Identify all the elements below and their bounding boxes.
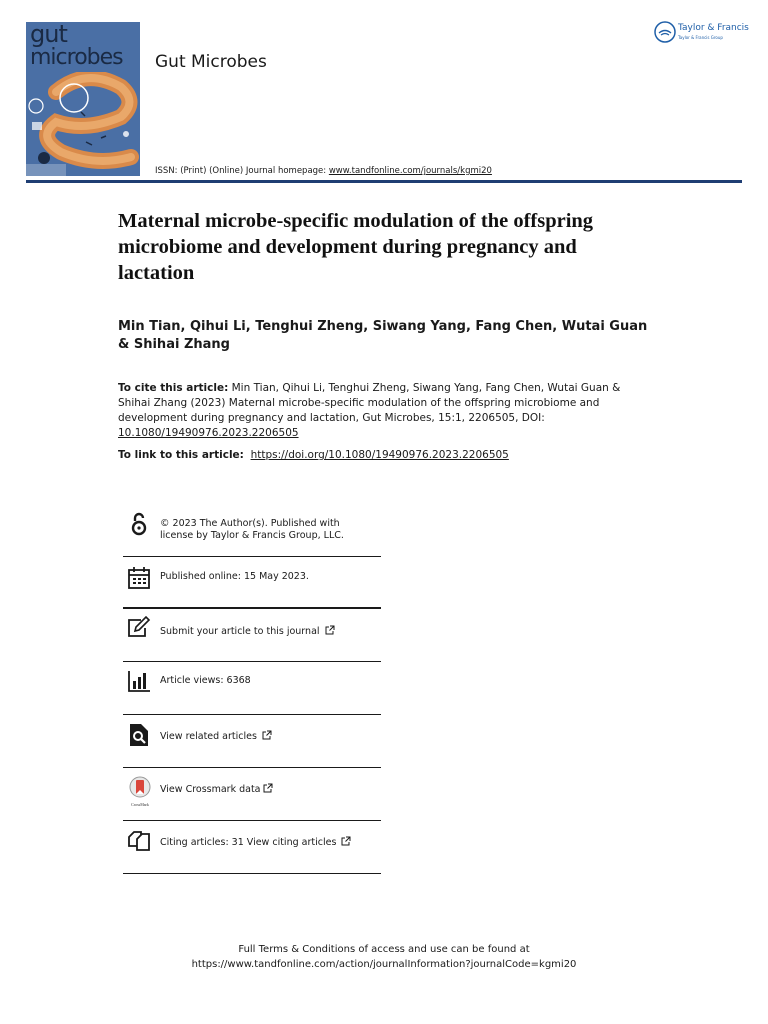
cite-text: Min Tian, Qihui Li, Tenghui Zheng, Siwang Yang, Fang Chen, Wutai Guan & Shihai Zhang (2023) Maternal microbe-specific modulation of the offspring microbiome and development during pregnancy and lactation, Gut Microbes, 15:1, 2206505, DOI:	[118, 382, 621, 424]
cover-title-gut: gut	[30, 22, 67, 48]
link-label: To link to this article:	[118, 449, 244, 461]
related-label: View related articles	[160, 731, 257, 742]
citing-label: Citing articles: 31 View citing articles	[160, 837, 337, 848]
citing-row[interactable]	[123, 826, 381, 870]
article-authors: Min Tian, Qihui Li, Tenghui Zheng, Siwang Yang, Fang Chen, Wutai Guan & Shihai Zhang	[118, 319, 648, 352]
issn-text: ISSN: (Print) (Online) Journal homepage:	[155, 166, 329, 176]
divider	[123, 714, 381, 715]
crossmark-label: View Crossmark data	[160, 784, 261, 795]
terms-link[interactable]: https://www.tandfonline.com/action/journalInformation?journalCode=kgmi20	[191, 959, 577, 970]
submit-row[interactable]	[123, 614, 381, 658]
doi-link[interactable]: https://doi.org/10.1080/19490976.2023.2206505	[250, 449, 509, 461]
citing-articles-link[interactable]	[160, 836, 351, 849]
terms-line-1: Full Terms & Conditions of access and use can be found at	[238, 944, 530, 955]
publisher-name: Taylor & Francis	[678, 23, 749, 33]
publisher-subtitle: Taylor & Francis Group	[678, 35, 723, 40]
divider	[123, 661, 381, 662]
terms-footer	[0, 942, 768, 972]
external-link-icon	[341, 836, 351, 846]
edit-icon	[127, 616, 151, 640]
calendar-icon	[127, 566, 151, 590]
license-line-1: © 2023 The Author(s). Published with	[160, 518, 340, 529]
cover-title-microbes: microbes	[30, 45, 123, 70]
submit-article-link[interactable]	[160, 625, 335, 638]
license-text	[160, 518, 344, 542]
publisher-logo[interactable]	[654, 21, 749, 47]
citing-documents-icon	[127, 829, 151, 853]
bar-chart-icon	[127, 669, 151, 693]
submit-label: Submit your article to this journal	[160, 626, 320, 637]
journal-title: Gut Microbes	[155, 52, 267, 72]
divider	[123, 607, 381, 609]
search-document-icon	[127, 723, 151, 747]
views-row	[123, 666, 381, 710]
related-articles-link[interactable]	[160, 730, 272, 743]
divider	[123, 767, 381, 768]
cite-label: To cite this article:	[118, 382, 229, 394]
related-row[interactable]	[123, 720, 381, 764]
article-title: Maternal microbe-specific modulation of the offspring microbiome and development during pregnancy and lactation	[118, 210, 594, 284]
taylor-francis-icon	[654, 21, 676, 43]
crossmark-logo-text: CrossMark	[131, 802, 149, 807]
published-date-text: Published online: 15 May 2023.	[160, 571, 309, 582]
license-row	[123, 510, 381, 554]
citation-block	[118, 381, 638, 441]
cite-doi-link[interactable]: 10.1080/19490976.2023.2206505	[118, 427, 299, 439]
license-line-2: license by Taylor & Francis Group, LLC.	[160, 530, 344, 541]
published-row	[123, 562, 381, 606]
crossmark-icon	[127, 776, 153, 798]
journal-cover-image	[26, 22, 140, 176]
journal-homepage-link[interactable]: www.tandfonline.com/journals/kgmi20	[328, 166, 492, 176]
crossmark-logo	[127, 776, 153, 806]
open-access-icon	[127, 512, 151, 536]
article-link-line	[118, 449, 509, 461]
article-views-text: Article views: 6368	[160, 675, 251, 686]
divider	[123, 556, 381, 557]
divider	[123, 820, 381, 821]
crossmark-row[interactable]	[123, 774, 381, 818]
external-link-icon	[262, 730, 272, 740]
crossmark-link[interactable]	[160, 783, 273, 796]
external-link-icon	[325, 625, 335, 635]
header-divider	[26, 180, 742, 183]
divider	[123, 873, 381, 874]
cover-illustration	[26, 72, 140, 176]
issn-line	[155, 166, 492, 176]
external-link-icon	[263, 783, 273, 793]
